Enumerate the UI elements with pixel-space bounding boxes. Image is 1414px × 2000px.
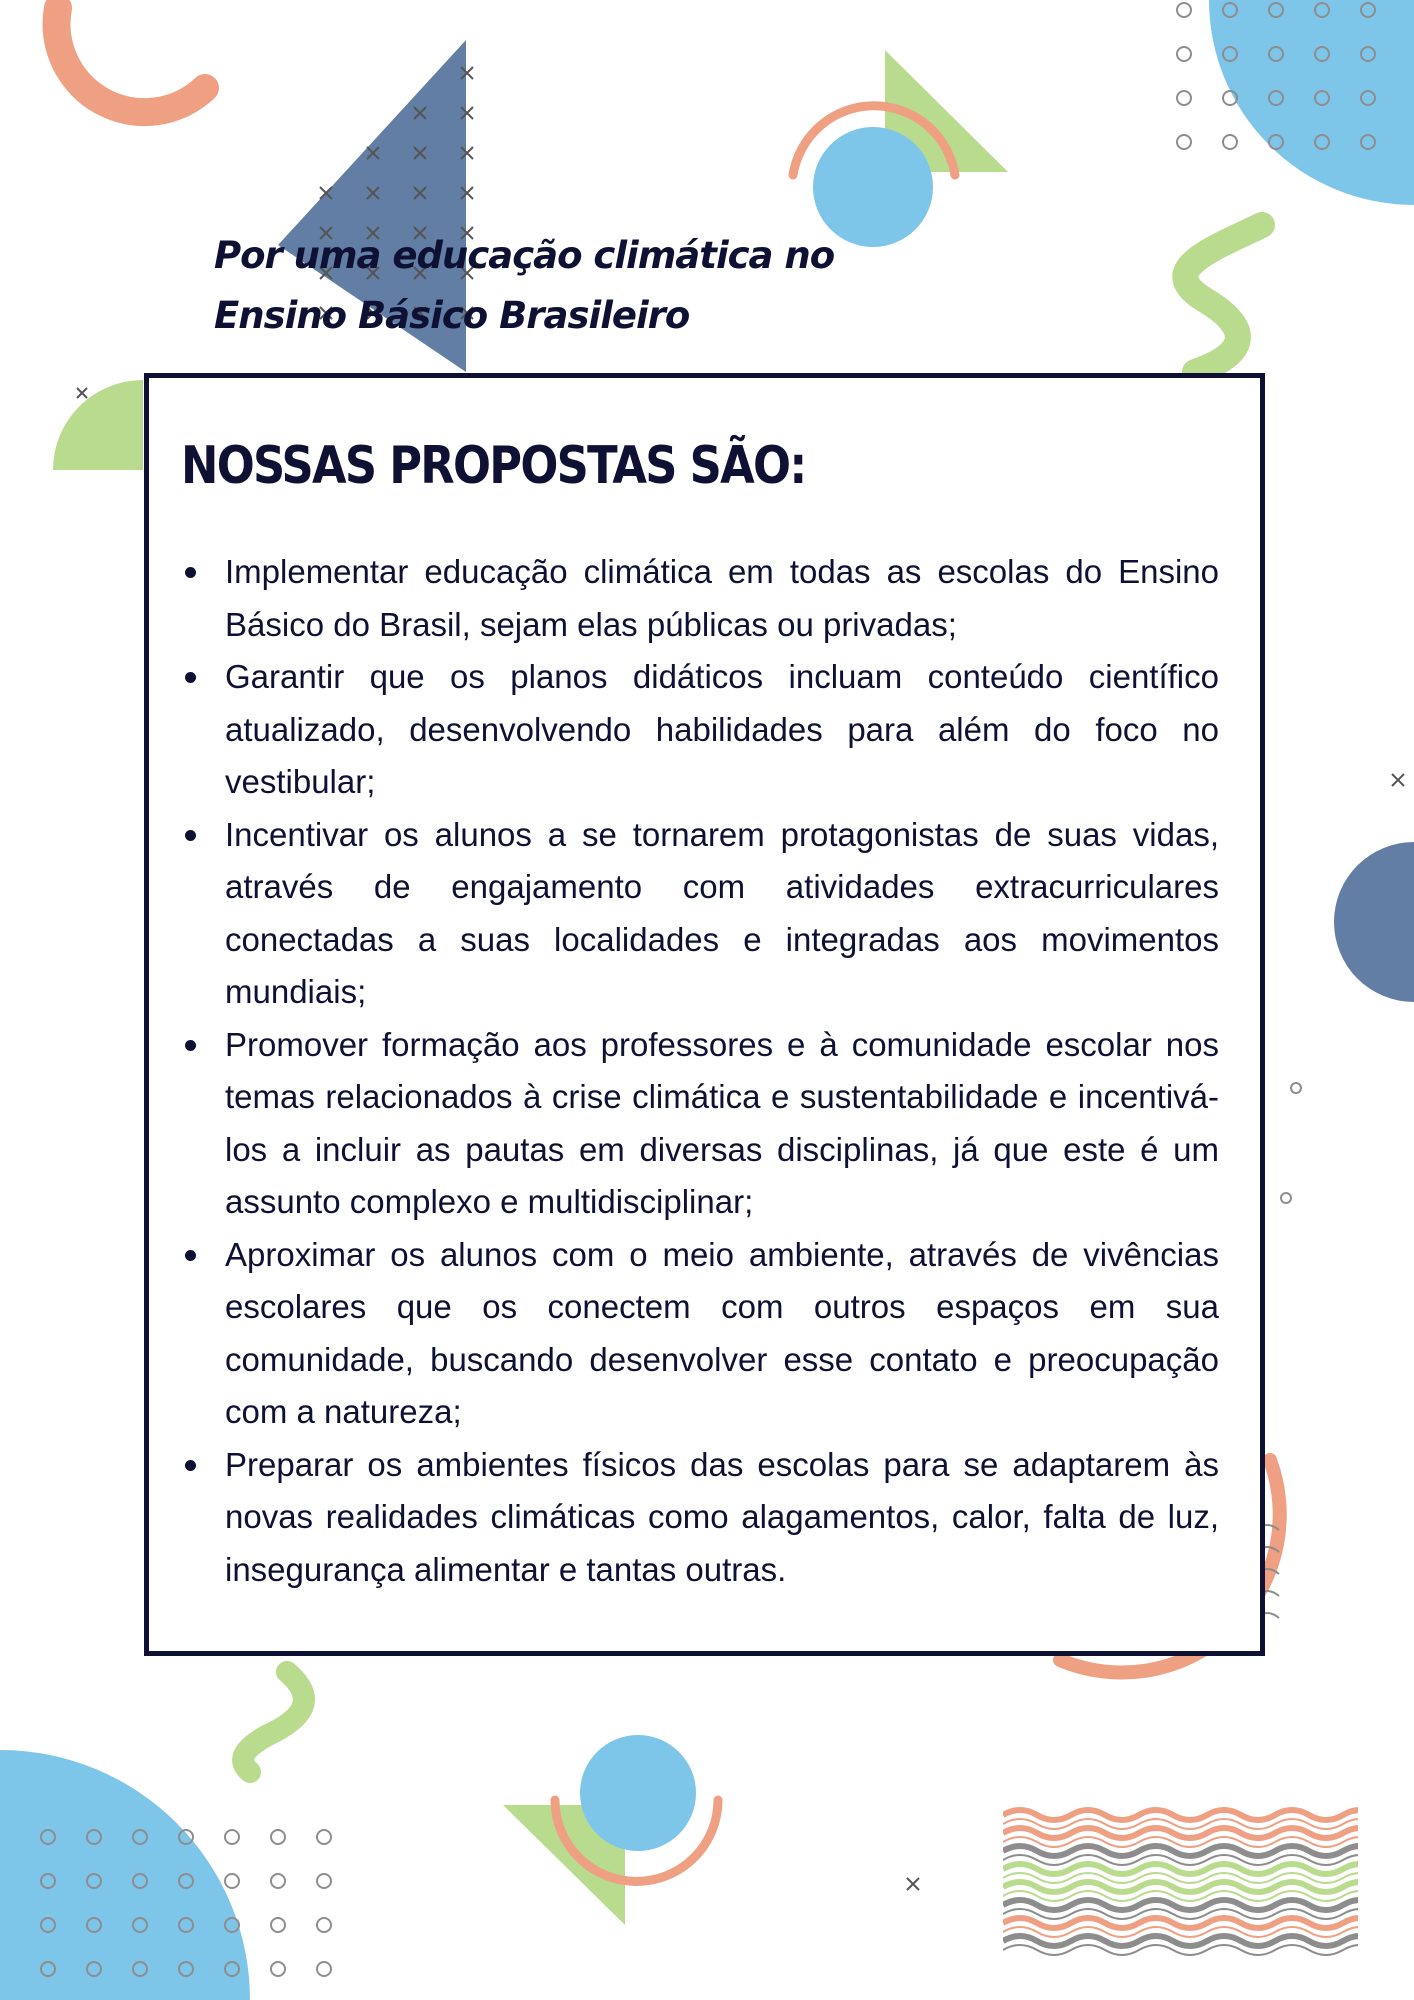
bullet-icon — [185, 1250, 196, 1261]
dot-grid-pattern — [317, 1962, 331, 1976]
slate-half-circle-shape — [1334, 842, 1414, 1002]
bullet-icon — [185, 567, 196, 578]
dot-grid-pattern — [225, 1874, 239, 1888]
proposal-text: Aproximar os alunos com o meio ambiente, através de vivências escolares que os conectem com outros espaços em sua comunidade, buscando desenvolver esse contato e preocupação com a natureza; — [225, 1235, 1219, 1430]
document-title-line-1: Por uma educação climática no — [214, 234, 835, 277]
dot-grid-pattern — [1177, 91, 1191, 105]
x-mark-pattern — [907, 1878, 919, 1890]
green-half-circle-shape — [53, 380, 143, 470]
dot-grid-pattern — [271, 1918, 285, 1932]
x-mark-pattern — [1392, 774, 1404, 786]
bullet-icon — [185, 1040, 196, 1051]
dot-grid-pattern — [1223, 135, 1237, 149]
wave-stripes-pattern — [1003, 1846, 1414, 1856]
wave-stripes-pattern — [1003, 1864, 1414, 1874]
dot-grid-pattern — [1177, 135, 1191, 149]
list-item — [225, 546, 1219, 651]
list-item — [225, 1019, 1219, 1229]
proposals-box — [144, 373, 1265, 1656]
dot-grid-pattern — [225, 1830, 239, 1844]
proposal-text: Preparar os ambientes físicos das escolas para se adaptarem às novas realidades climáticas como alagamentos, calor, falta de luz, insegurança alimentar e tantas outras. — [225, 1445, 1219, 1588]
salmon-arc-shape — [57, 8, 205, 112]
dot-grid-pattern — [271, 1830, 285, 1844]
proposal-text: Incentivar os alunos a se tornarem protagonistas de suas vidas, através de engajamento com atividades extracurriculares conectadas a suas localidades e integradas aos movimentos mundiais; — [225, 815, 1219, 1010]
dot-grid-pattern — [1177, 3, 1191, 17]
dot-grid-pattern — [1291, 1083, 1301, 1093]
dot-grid-pattern — [271, 1962, 285, 1976]
dot-grid-pattern — [1281, 1193, 1291, 1203]
bullet-icon — [185, 1460, 196, 1471]
x-mark-pattern — [77, 388, 87, 398]
dot-grid-pattern — [1177, 47, 1191, 61]
sky-quarter-circle-shape — [0, 1750, 250, 2000]
list-item — [225, 1439, 1219, 1597]
wave-stripes-pattern — [1003, 1882, 1414, 1892]
sky-quarter-circle-shape — [1209, 0, 1414, 205]
wave-stripes-pattern — [1003, 1900, 1414, 1910]
wave-stripes-pattern — [1003, 1936, 1414, 1946]
wave-stripes-pattern — [1003, 1810, 1414, 1820]
dot-grid-pattern — [271, 1874, 285, 1888]
wave-stripes-pattern — [1003, 1918, 1414, 1928]
document-title-line-2: Ensino Básico Brasileiro — [214, 294, 690, 337]
list-item — [225, 651, 1219, 809]
proposal-text: Implementar educação climática em todas as escolas do Ensino Básico do Brasil, sejam elas públicas ou privadas; — [225, 553, 1219, 643]
green-squiggle-shape — [1185, 225, 1262, 372]
proposal-text: Promover formação aos professores e à comunidade escolar nos temas relacionados à crise climática e sustentabilidade e incentivá-los a incluir as pautas em diversas disciplinas, já que este é um assunto complexo e multidisciplinar; — [225, 1025, 1219, 1220]
sky-circle-shape — [580, 1735, 696, 1851]
list-item — [225, 809, 1219, 1019]
proposals-heading: NOSSAS PROPOSTAS SÃO: — [181, 436, 806, 496]
dot-grid-pattern — [317, 1918, 331, 1932]
proposal-text: Garantir que os planos didáticos incluam conteúdo científico atualizado, desenvolvendo habilidades para além do foco no vestibular; — [225, 658, 1219, 800]
green-squiggle-shape — [243, 1672, 304, 1772]
bullet-icon — [185, 672, 196, 683]
dot-grid-pattern — [317, 1830, 331, 1844]
proposals-list — [225, 546, 1219, 1596]
list-item — [225, 1229, 1219, 1439]
bullet-icon — [185, 830, 196, 841]
sky-circle-shape — [813, 127, 933, 247]
wave-stripes-pattern — [1003, 1828, 1414, 1838]
dot-grid-pattern — [317, 1874, 331, 1888]
